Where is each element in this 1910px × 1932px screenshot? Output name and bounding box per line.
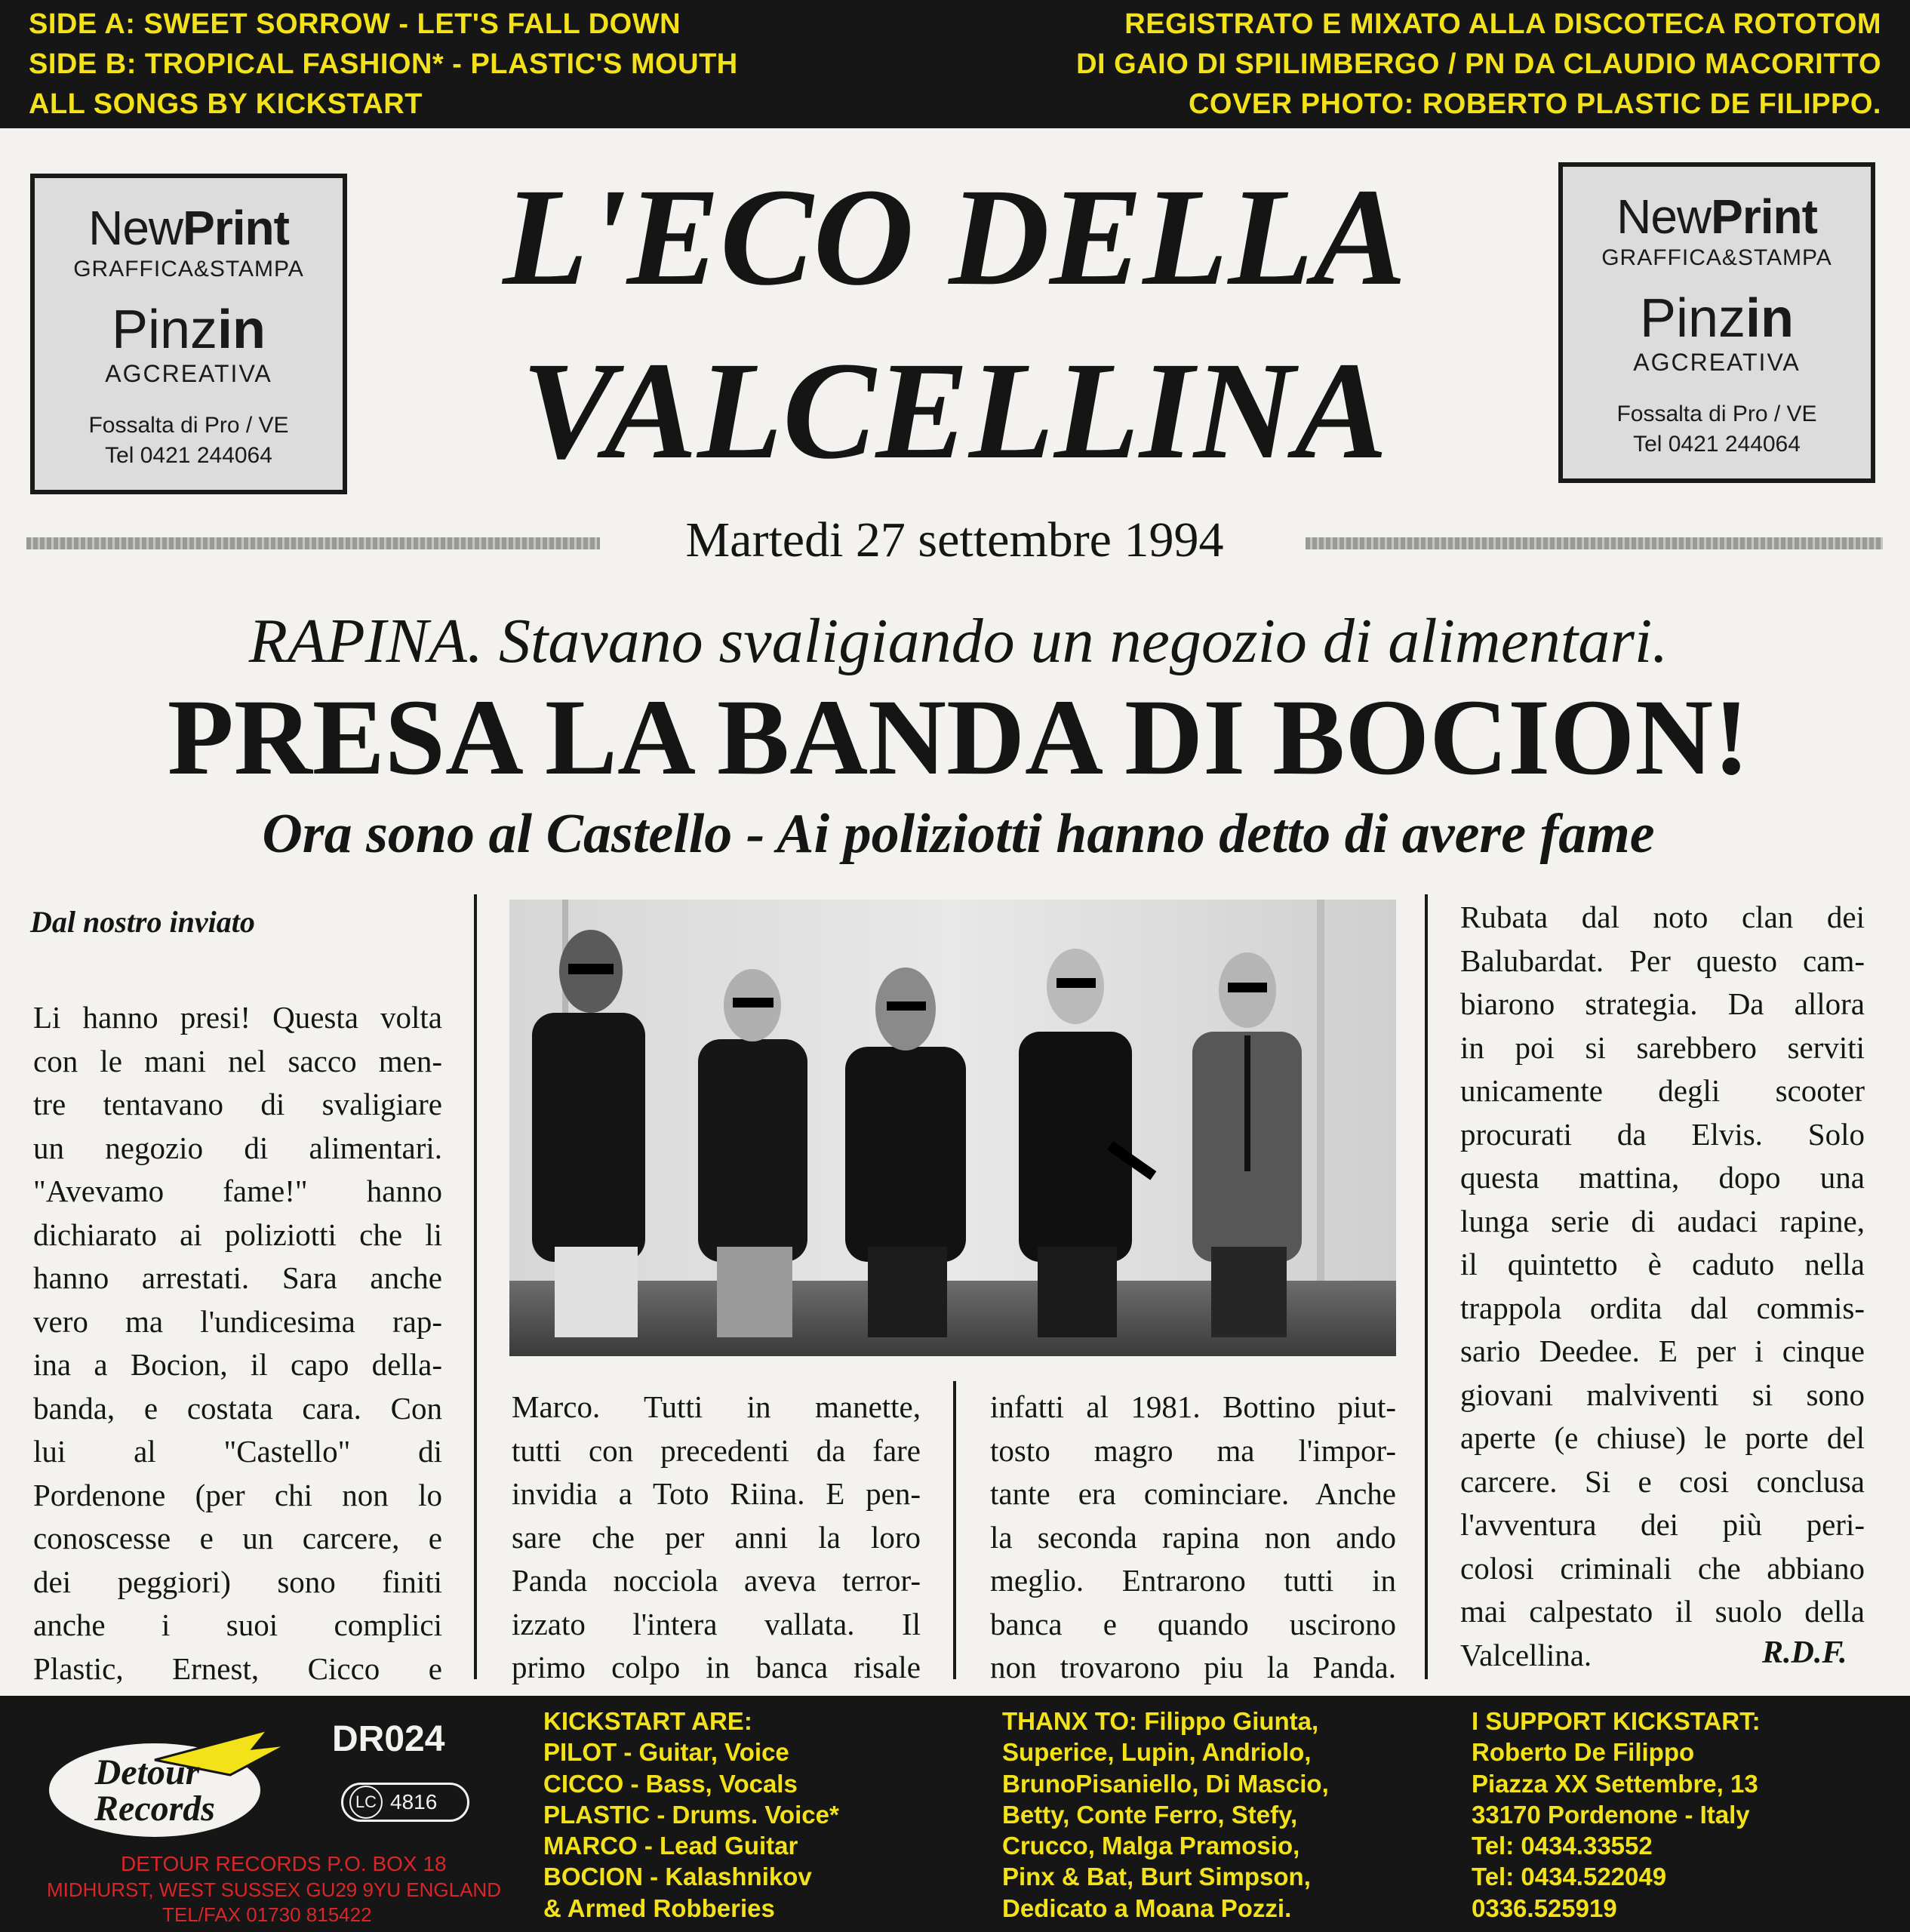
support-line: 0336.525919: [1472, 1894, 1617, 1922]
thanks-line: Betty, Conte Ferro, Stefy,: [1002, 1800, 1298, 1829]
article-line: colosi criminali che abbiano: [1460, 1550, 1865, 1586]
ad-address: Fossalta di Pro / VE: [88, 413, 289, 438]
date-rule-right: [1306, 537, 1883, 549]
article-line: "Avevamo fame!" hanno: [33, 1174, 442, 1208]
label-code-prefix: LC: [349, 1786, 383, 1819]
label-code-number: 4816: [390, 1790, 438, 1814]
thanks-list: [1002, 1706, 1329, 1924]
thanks-line: Pinx & Bat, Burt Simpson,: [1002, 1863, 1311, 1891]
support-line: Tel: 0434.522049: [1472, 1863, 1667, 1891]
detour-logo-text-2: Records: [94, 1789, 215, 1829]
article-line: tre tentavano di svaligiare: [33, 1087, 442, 1121]
article-line: tutti con precedenti da fare: [512, 1432, 921, 1468]
band-member-line: MARCO - Lead Guitar: [543, 1832, 798, 1860]
article-line: il quintetto è caduto nella: [1460, 1247, 1865, 1281]
sponsor-ad-left: [30, 174, 347, 494]
article-line: non trovarono piu la Panda.: [990, 1650, 1396, 1684]
newprint-logo: NewPrint: [88, 201, 289, 255]
bottom-credits-band: [0, 1696, 1910, 1932]
ad-phone: Tel 0421 244064: [1633, 432, 1801, 457]
article-line: l'avventura dei più peri-: [1460, 1507, 1865, 1542]
article-column-2: [512, 1386, 921, 1690]
agcreativa-label: AGCREATIVA: [105, 360, 272, 387]
support-heading: I SUPPORT KICKSTART:: [1472, 1707, 1761, 1735]
label-address-2: MIDHURST, WEST SUSSEX GU29 9YU ENGLAND: [47, 1878, 501, 1901]
article-line: in poi si sarebbero serviti: [1460, 1029, 1865, 1065]
article-line: primo colpo in banca risale: [512, 1650, 921, 1684]
article-line: banda, e costata cara. Con: [33, 1390, 442, 1426]
ad-address: Fossalta di Pro / VE: [1616, 401, 1817, 426]
article-line: meglio. Entrarono tutti in: [990, 1563, 1396, 1598]
article-line: aperte (e chiuse) le porte del: [1460, 1420, 1865, 1455]
article-line: dei peggiori) sono finiti: [33, 1564, 442, 1599]
headline: PRESA LA BANDA DI BOCION!: [167, 678, 1750, 798]
article-line: tante era cominciare. Anche: [990, 1476, 1396, 1511]
article-line: sario Deedee. E per i cinque: [1460, 1334, 1865, 1368]
article-line: Plastic, Ernest, Cicco e: [33, 1651, 442, 1686]
band-member-line: CICCO - Bass, Vocals: [543, 1769, 798, 1798]
recording-credit: REGISTRATO E MIXATO ALLA DISCOTECA ROTOTOM: [1124, 8, 1881, 40]
article-signature: R.D.F.: [1762, 1635, 1847, 1670]
band-member-line: BOCION - Kalashnikov: [543, 1863, 812, 1891]
newprint-logo: NewPrint: [1616, 189, 1817, 244]
article-line: Rubata dal noto clan dei: [1460, 900, 1865, 934]
article-line: anche i suoi complici: [33, 1607, 442, 1642]
article-line: giovani malviventi si sono: [1460, 1377, 1865, 1412]
top-credits-band: [0, 0, 1910, 128]
mixing-credit: DI GAIO DI SPILIMBERGO / PN DA CLAUDIO MACORITTO: [1076, 48, 1881, 80]
thanks-line: BrunoPisaniello, Di Mascio,: [1002, 1769, 1329, 1798]
side-b-credit: SIDE B: TROPICAL FASHION* - PLASTIC'S MOUTH: [29, 48, 738, 80]
grafica-label: GRAFFICA&STAMPA: [73, 257, 304, 281]
article-line: la seconda rapina non ando: [990, 1519, 1396, 1555]
article-line: tosto magro ma l'impor-: [990, 1432, 1396, 1468]
thanks-line: THANX TO: Filippo Giunta,: [1002, 1707, 1319, 1735]
cover-photo-credit: COVER PHOTO: ROBERTO PLASTIC DE FILIPPO.: [1188, 88, 1881, 120]
article-line: Valcellina.: [1460, 1637, 1592, 1672]
ad-phone: Tel 0421 244064: [105, 443, 272, 468]
songs-credit: ALL SONGS BY KICKSTART: [29, 88, 423, 120]
label-address-3: TEL/FAX 01730 815422: [162, 1903, 372, 1926]
support-line: Piazza XX Settembre, 13: [1472, 1769, 1758, 1798]
band-member-line: & Armed Robberies: [543, 1894, 775, 1922]
band-photo: [509, 900, 1396, 1356]
article-line: sare che per anni la loro: [512, 1519, 921, 1555]
column-rule-3: [1425, 894, 1428, 1679]
article-line: Panda nocciola aveva terror-: [512, 1563, 921, 1598]
byline: Dal nostro inviato: [30, 905, 255, 939]
side-a-credit: SIDE A: SWEET SORROW - LET'S FALL DOWN: [29, 8, 681, 40]
article-line: con le mani nel sacco men-: [33, 1043, 442, 1078]
article-column-1: [33, 996, 442, 1690]
article-line: conoscesse e un carcere, e: [33, 1521, 442, 1555]
dateline: Martedi 27 settembre 1994: [685, 512, 1224, 568]
article-line: Balubardat. Per questo cam-: [1460, 943, 1865, 978]
column-rule-2: [953, 1381, 956, 1679]
detour-logo-text-1: Detour: [94, 1752, 200, 1792]
date-rule-left: [26, 537, 600, 549]
article-line: vero ma l'undicesima rap-: [33, 1303, 442, 1339]
support-contact: [1472, 1706, 1761, 1924]
band-members-heading: KICKSTART ARE:: [543, 1707, 752, 1735]
thanks-line: Superice, Lupin, Andriolo,: [1002, 1738, 1312, 1767]
article-line: carcere. Si e cosi conclusa: [1460, 1463, 1865, 1499]
article-line: ina a Bocion, il capo della-: [33, 1347, 442, 1382]
article-line: lui al "Castello" di: [33, 1434, 442, 1469]
band-members-list: [543, 1706, 839, 1924]
masthead-line2: VALCELLINA: [521, 334, 1388, 488]
support-line: Roberto De Filippo: [1472, 1738, 1695, 1767]
article-column-4: [1460, 896, 1865, 1677]
pinzin-logo: Pinzin: [1639, 288, 1795, 349]
band-photo-image: [509, 900, 1396, 1356]
kicker: RAPINA. Stavano svaligiando un negozio di alimentari.: [248, 606, 1669, 676]
article-line: dichiarato ai poliziotti che li: [33, 1217, 442, 1252]
pinzin-logo: Pinzin: [111, 300, 266, 360]
article-line: Li hanno presi! Questa volta: [33, 1000, 442, 1035]
article-line: un negozio di alimentari.: [33, 1130, 442, 1165]
article-line: infatti al 1981. Bottino piut-: [990, 1389, 1396, 1424]
label-code-badge: [341, 1783, 469, 1822]
sponsor-ad-right: [1558, 162, 1875, 483]
support-line: Tel: 0434.33552: [1472, 1832, 1653, 1860]
support-line: 33170 Pordenone - Italy: [1472, 1800, 1750, 1829]
article-line: biarono strategia. Da allora: [1460, 986, 1865, 1021]
masthead-line1: L'ECO DELLA: [503, 160, 1407, 315]
article-line: lunga serie di audaci rapine,: [1460, 1203, 1865, 1238]
article-line: izzato l'intera vallata. Il: [512, 1606, 921, 1641]
article-line: Marco. Tutti in manette,: [512, 1389, 921, 1424]
article-line: procurati da Elvis. Solo: [1460, 1116, 1865, 1152]
article-column-3: [990, 1386, 1396, 1690]
agcreativa-label: AGCREATIVA: [1633, 349, 1801, 376]
band-member-line: PILOT - Guitar, Voice: [543, 1738, 789, 1767]
article-line: unicamente degli scooter: [1460, 1073, 1865, 1108]
subhead: Ora sono al Castello - Ai poliziotti hanno detto di avere fame: [262, 803, 1655, 865]
article-line: banca e quando uscirono: [990, 1606, 1396, 1641]
thanks-line: Crucco, Malga Pramosio,: [1002, 1832, 1300, 1860]
article-line: hanno arrestati. Sara anche: [33, 1260, 442, 1295]
grafica-label: GRAFFICA&STAMPA: [1601, 245, 1832, 270]
column-rule-1: [474, 894, 477, 1679]
article-line: mai calpestato il suolo della: [1460, 1594, 1865, 1629]
article-line: questa mattina, dopo una: [1460, 1160, 1865, 1195]
band-member-line: PLASTIC - Drums. Voice*: [543, 1800, 839, 1829]
catalog-number: DR024: [332, 1719, 445, 1759]
detour-records-logo: [42, 1715, 291, 1843]
article-line: invidia a Toto Riina. E pen-: [512, 1476, 921, 1511]
label-address-1: DETOUR RECORDS P.O. BOX 18: [121, 1852, 447, 1875]
article-line: trappola ordita dal commis-: [1460, 1290, 1865, 1325]
thanks-line: Dedicato a Moana Pozzi.: [1002, 1894, 1292, 1922]
article-line: Pordenone (per chi non lo: [33, 1477, 442, 1512]
